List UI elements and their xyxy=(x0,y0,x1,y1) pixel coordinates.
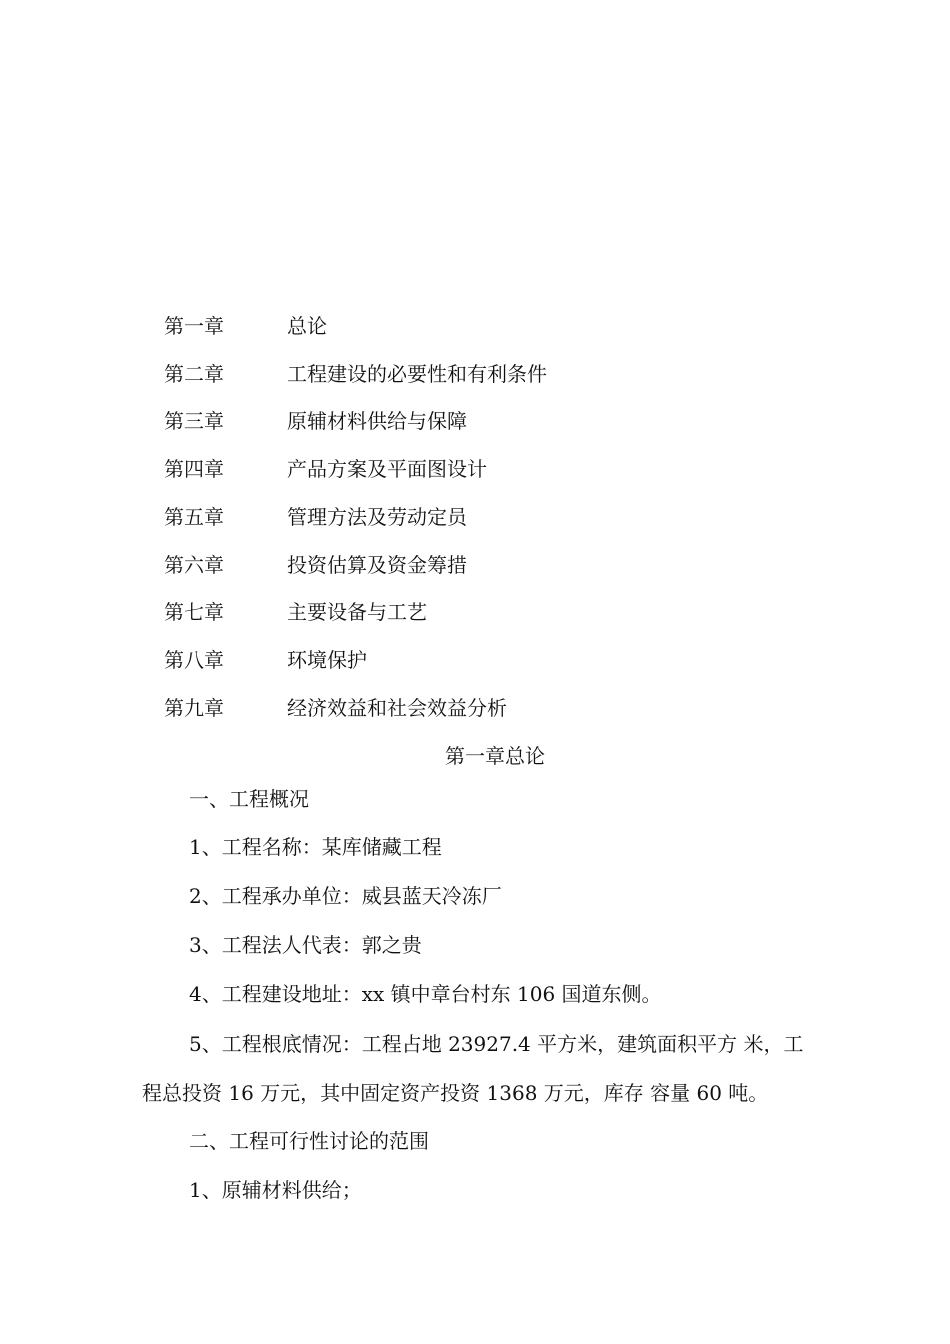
toc-chapter-number: 第五章 xyxy=(164,505,224,529)
body-paragraph: 1、原辅材料供给； xyxy=(189,1178,362,1202)
toc-chapter-title: 投资估算及资金筹措 xyxy=(287,553,467,577)
toc-chapter-number: 第八章 xyxy=(164,648,224,672)
toc-chapter-number: 第七章 xyxy=(164,600,224,624)
body-paragraph: 3、工程法人代表：郭之贵 xyxy=(189,933,422,957)
body-paragraph: 4、工程建设地址：xx 镇中章台村东 106 国道东侧。 xyxy=(189,982,662,1006)
toc-chapter-title: 主要设备与工艺 xyxy=(287,600,427,624)
toc-row xyxy=(0,309,950,343)
toc-row xyxy=(0,500,950,534)
toc-chapter-title: 经济效益和社会效益分析 xyxy=(287,696,507,720)
toc-row xyxy=(0,643,950,677)
body-paragraph-continuation: 程总投资 16 万元，其中固定资产投资 1368 万元，库存 容量 60 吨。 xyxy=(142,1081,769,1105)
toc-chapter-title: 产品方案及平面图设计 xyxy=(287,457,487,481)
toc-chapter-number: 第六章 xyxy=(164,553,224,577)
toc-row xyxy=(0,548,950,582)
toc-row xyxy=(0,452,950,486)
body-paragraph: 2、工程承办单位：威县蓝天冷冻厂 xyxy=(189,884,502,908)
toc-chapter-number: 第二章 xyxy=(164,362,224,386)
toc-chapter-number: 第九章 xyxy=(164,696,224,720)
section-heading: 二、工程可行性讨论的范围 xyxy=(189,1129,429,1153)
body-paragraph: 1、工程名称：某库储藏工程 xyxy=(189,835,442,859)
chapter-heading: 第一章总论 xyxy=(445,744,545,768)
toc-chapter-title: 原辅材料供给与保障 xyxy=(287,409,467,433)
toc-chapter-number: 第四章 xyxy=(164,457,224,481)
toc-chapter-number: 第一章 xyxy=(164,314,224,338)
toc-chapter-number: 第三章 xyxy=(164,409,224,433)
toc-row xyxy=(0,357,950,391)
toc-row xyxy=(0,691,950,725)
toc-chapter-title: 工程建设的必要性和有利条件 xyxy=(287,362,547,386)
toc-row xyxy=(0,404,950,438)
toc-chapter-title: 管理方法及劳动定员 xyxy=(287,505,467,529)
body-paragraph: 5、工程根底情况：工程占地 23927.4 平方米，建筑面积平方 米，工 xyxy=(189,1032,804,1056)
section-heading: 一、工程概况 xyxy=(189,787,309,811)
toc-chapter-title: 总论 xyxy=(287,314,327,338)
toc-chapter-title: 环境保护 xyxy=(287,648,367,672)
toc-row xyxy=(0,595,950,629)
